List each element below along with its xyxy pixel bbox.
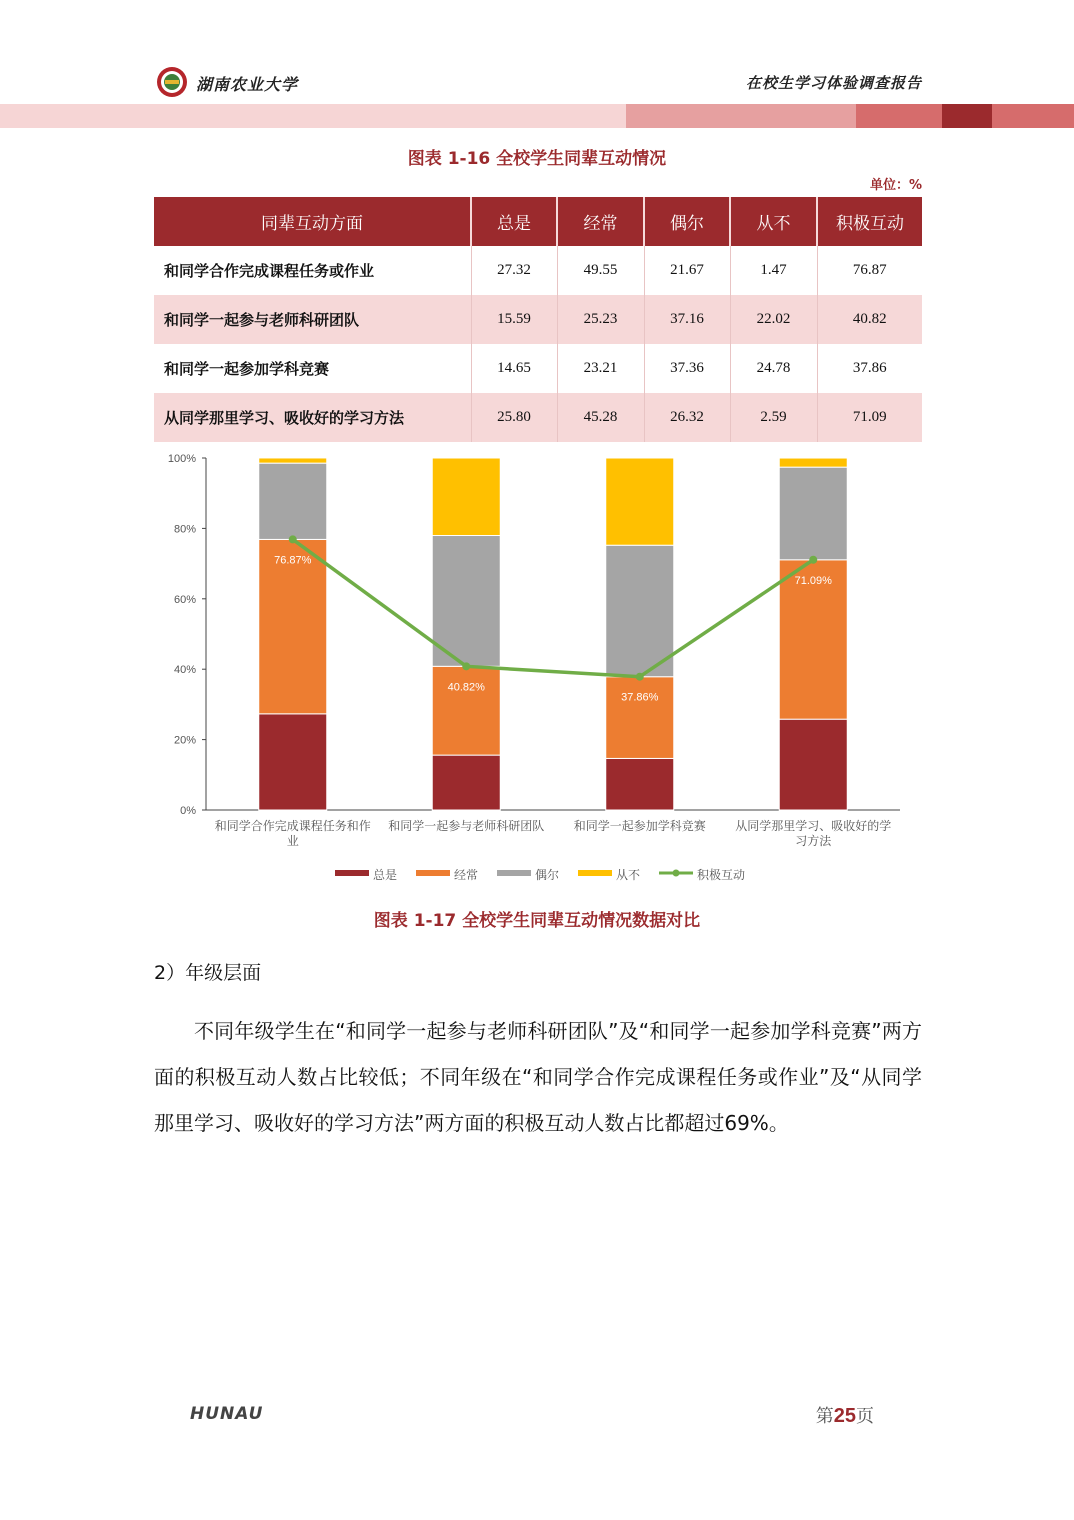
category-label: 从同学那里学习、吸收好的学 [735, 819, 892, 833]
legend-swatch [416, 870, 450, 876]
column-header: 积极互动 [817, 197, 922, 246]
bar-segment [606, 458, 674, 545]
table-cell: 1.47 [730, 246, 817, 295]
table-cell: 22.02 [730, 295, 817, 344]
data-label: 37.86% [621, 691, 659, 704]
table-cell: 37.36 [644, 344, 730, 393]
table-row [154, 393, 922, 442]
table-cell: 15.59 [471, 295, 557, 344]
page-suffix: 页 [856, 1406, 874, 1426]
line-point [636, 673, 644, 681]
bar-segment [606, 677, 674, 759]
university-logo-icon [156, 66, 188, 98]
table-unit: 单位：% [869, 178, 922, 193]
table-row [154, 344, 922, 393]
table-cell: 27.32 [471, 246, 557, 295]
y-tick-label: 100% [167, 453, 196, 465]
bar-segment [432, 536, 500, 667]
y-tick-label: 60% [173, 593, 196, 606]
column-header: 经常 [557, 197, 644, 246]
table-cell: 45.28 [557, 393, 644, 442]
legend-swatch [335, 870, 369, 876]
header-band-5 [992, 104, 1074, 128]
bar-segment [779, 467, 847, 560]
legend-label: 从不 [616, 868, 641, 882]
report-title: 在校生学习体验调查报告 [745, 74, 922, 92]
table-caption: 图表 1-16 全校学生同辈互动情况 [407, 149, 667, 169]
section-heading: 2）年级层面 [154, 962, 262, 984]
legend-label: 偶尔 [535, 868, 560, 882]
line-series [293, 539, 814, 676]
header-band-1 [0, 104, 626, 128]
table-cell: 21.67 [644, 246, 730, 295]
bar-segment [259, 463, 327, 539]
page-prefix: 第 [815, 1406, 834, 1426]
table-cell: 24.78 [730, 344, 817, 393]
line-point [462, 662, 470, 670]
bar-segment [779, 458, 847, 467]
table-cell: 40.82 [817, 295, 922, 344]
table-cell: 23.21 [557, 344, 644, 393]
table-cell: 37.16 [644, 295, 730, 344]
table-cell: 49.55 [557, 246, 644, 295]
table-cell: 从同学那里学习、吸收好的学习方法 [154, 393, 471, 442]
bar-segment [432, 666, 500, 755]
y-tick-label: 20% [173, 734, 196, 747]
table-cell: 2.59 [730, 393, 817, 442]
category-label: 业 [286, 834, 299, 848]
table-cell: 和同学合作完成课程任务或作业 [154, 246, 471, 295]
category-label: 和同学合作完成课程任务和作 [214, 819, 371, 833]
table-cell: 14.65 [471, 344, 557, 393]
legend-label: 经常 [454, 868, 479, 882]
header-band-4 [942, 104, 992, 128]
table-cell: 25.23 [557, 295, 644, 344]
legend-label: 总是 [373, 868, 398, 882]
legend-swatch [497, 870, 531, 876]
table-row [154, 246, 922, 295]
university-name: 湖南农业大学 [196, 75, 299, 94]
data-label: 76.87% [274, 554, 312, 567]
table-row [154, 295, 922, 344]
legend-line-marker [673, 870, 680, 877]
column-header: 从不 [730, 197, 817, 246]
table-cell: 71.09 [817, 393, 922, 442]
data-label: 40.82% [447, 681, 485, 694]
table-cell: 37.86 [817, 344, 922, 393]
category-label: 和同学一起参加学科竞赛 [573, 819, 706, 833]
table-cell: 和同学一起参与老师科研团队 [154, 295, 471, 344]
chart-caption: 图表 1-17 全校学生同辈互动情况数据对比 [373, 911, 701, 931]
page-number-value: 25 [833, 1405, 856, 1427]
bar-segment [259, 714, 327, 810]
legend-swatch [578, 870, 612, 876]
bar-segment [606, 545, 674, 677]
line-point [289, 535, 297, 543]
data-label: 71.09% [794, 574, 832, 587]
peer-interaction-table [154, 197, 922, 442]
category-label: 和同学一起参与老师科研团队 [388, 819, 545, 833]
bar-segment [606, 758, 674, 810]
category-label: 习方法 [795, 834, 832, 848]
footer-logo: HUNAU [190, 1404, 264, 1424]
table-cell: 25.80 [471, 393, 557, 442]
table-cell: 26.32 [644, 393, 730, 442]
header-band-3 [856, 104, 942, 128]
page-number [816, 1402, 874, 1428]
body-paragraph: 不同年级学生在“和同学一起参与老师科研团队”及“和同学一起参加学科竞赛”两方面的积极互动人数占比较低；不同年级在“和同学合作完成课程任务或作业”及“从同学那里学习、吸收好的学习方法”两方面的积极互动人数占比都超过69%。 [154, 1019, 922, 1135]
table-cell: 76.87 [817, 246, 922, 295]
y-tick-label: 40% [173, 664, 196, 677]
column-header: 偶尔 [644, 197, 730, 246]
column-header: 同辈互动方面 [154, 197, 471, 246]
bar-segment [779, 719, 847, 810]
table-cell: 和同学一起参加学科竞赛 [154, 344, 471, 393]
bar-segment [259, 458, 327, 463]
line-point [809, 556, 817, 564]
stacked-bar-line-chart [150, 445, 930, 895]
bar-segment [432, 755, 500, 810]
bar-segment [432, 458, 500, 536]
column-header: 总是 [471, 197, 557, 246]
header-band-2 [626, 104, 856, 128]
y-tick-label: 0% [180, 805, 196, 817]
legend-label: 积极互动 [697, 868, 746, 882]
y-tick-label: 80% [173, 523, 196, 536]
